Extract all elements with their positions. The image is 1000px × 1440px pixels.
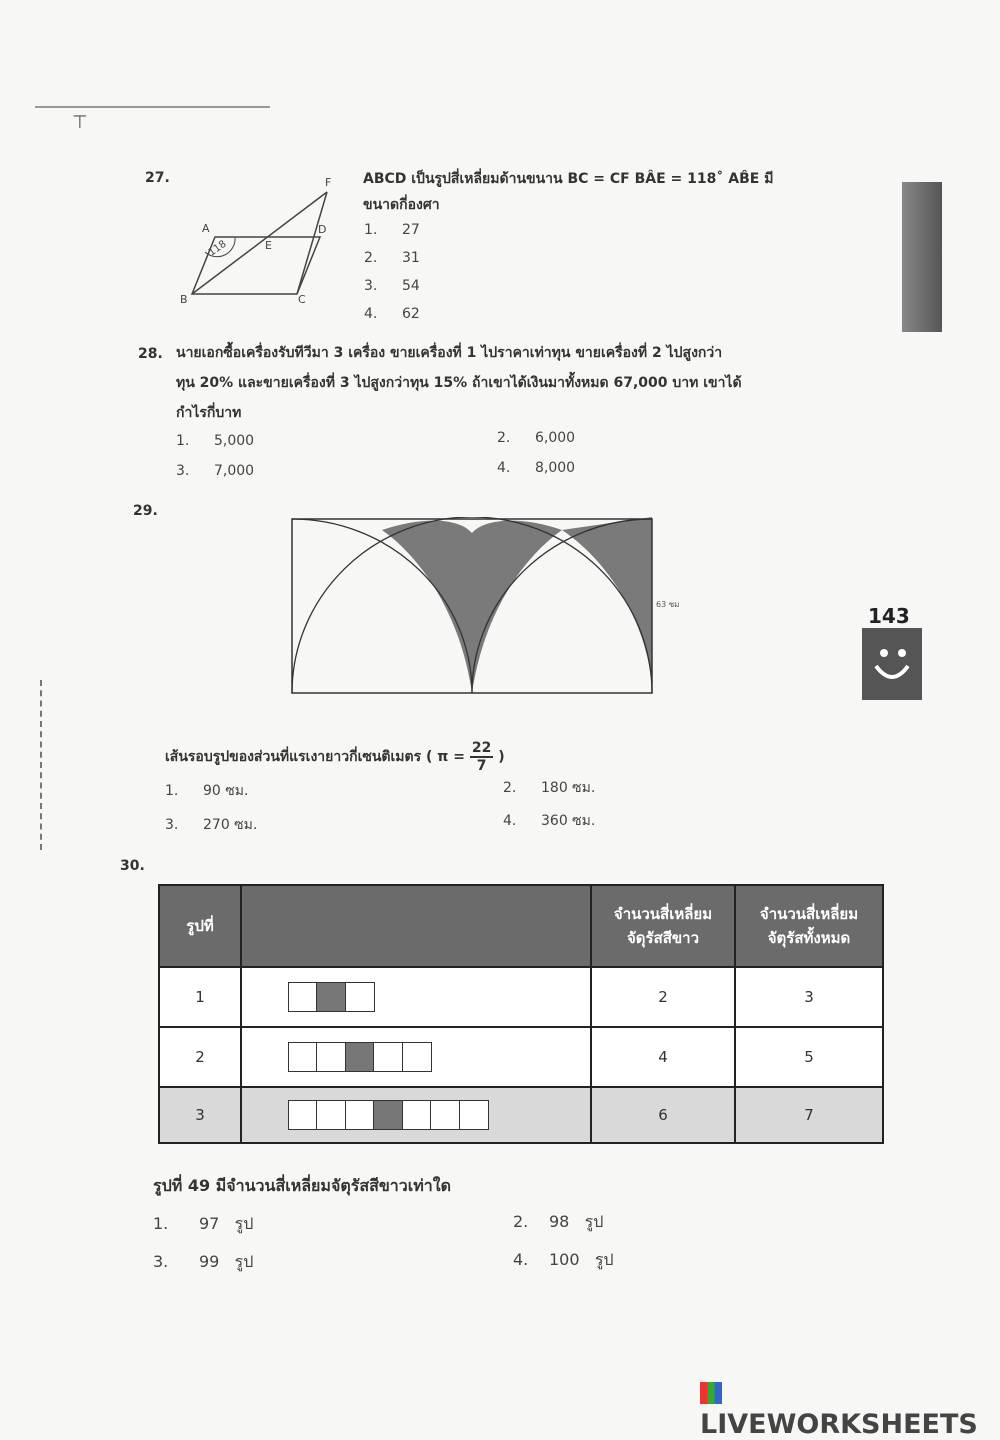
q29-option-2[interactable] xyxy=(503,777,595,799)
option-number: 2. xyxy=(497,430,511,446)
option-value: 31 xyxy=(402,250,420,266)
q30-number: 30. xyxy=(120,858,145,874)
q28-question-line1: นายเอกซื้อเครื่องรับทีวีมา 3 เครื่อง ขายเครื่องที่ 1 ไปราคาเท่าทุน ขายเครื่องที่ 2 ไปสูงกว่า xyxy=(176,345,723,361)
option-value: 54 xyxy=(402,278,420,294)
q27-angle-label: 118 xyxy=(206,238,229,259)
option-number: 4. xyxy=(513,1250,529,1269)
table-row xyxy=(159,967,883,1027)
q30-option-1[interactable] xyxy=(153,1212,253,1237)
option-value: 360 ซม. xyxy=(541,813,596,829)
q27-option-2[interactable] xyxy=(364,250,420,266)
option-value: 99 xyxy=(199,1252,220,1271)
q30-pattern-table xyxy=(158,884,884,1144)
brand-logo-icon xyxy=(700,1382,722,1404)
q27-parallelogram-figure xyxy=(175,172,345,312)
option-number: 3. xyxy=(165,817,179,833)
row-white-count: 4 xyxy=(591,1027,735,1087)
q27-option-1[interactable] xyxy=(364,222,420,238)
q27-label-D: D xyxy=(318,223,327,236)
header-white-line1: จำนวนสี่เหลี่ยม xyxy=(613,905,713,923)
q27-number: 27. xyxy=(145,170,170,186)
q28-number: 28. xyxy=(138,346,163,362)
page-edge-shadow xyxy=(902,182,942,332)
header-mark: ⊤ xyxy=(72,112,88,133)
q27-question-line1: ABCD เป็นรูปสี่เหลี่ยมด้านขนาน BC = CF BÂE = 118˚ AB̂E มี xyxy=(363,171,774,187)
option-value: 27 xyxy=(402,222,420,238)
option-number: 1. xyxy=(364,222,378,238)
option-value: 98 xyxy=(549,1212,570,1231)
q27-label-C: C xyxy=(298,293,306,306)
page-number: 143 xyxy=(868,604,910,628)
header-total-line1: จำนวนสี่เหลี่ยม xyxy=(759,905,859,923)
smiley-tab xyxy=(862,628,922,700)
q28-option-3[interactable] xyxy=(176,463,254,479)
option-number: 4. xyxy=(503,813,517,829)
row-figure-number: 1 xyxy=(159,967,241,1027)
option-unit: รูป xyxy=(234,1252,254,1271)
option-unit: รูป xyxy=(234,1214,254,1233)
q29-option-4[interactable] xyxy=(503,810,595,832)
row-total-count: 5 xyxy=(735,1027,883,1087)
header-figure: รูปที่ xyxy=(159,885,241,967)
row-figure-number: 3 xyxy=(159,1087,241,1143)
option-value: 5,000 xyxy=(214,433,255,449)
option-value: 270 ซม. xyxy=(203,817,258,833)
option-value: 100 xyxy=(549,1250,580,1269)
q29-number: 29. xyxy=(133,503,158,519)
option-number: 4. xyxy=(364,306,378,322)
option-value: 97 xyxy=(199,1214,220,1233)
q30-option-2[interactable] xyxy=(513,1210,603,1235)
q29-question-end: ) xyxy=(498,749,505,765)
table-row xyxy=(159,1027,883,1087)
option-number: 2. xyxy=(364,250,378,266)
row-pattern xyxy=(241,1027,591,1087)
table-header-row xyxy=(159,885,883,967)
q28-question-line3: กำไรกี่บาท xyxy=(176,405,242,421)
q27-label-B: B xyxy=(180,293,188,306)
option-value: 90 ซม. xyxy=(203,783,249,799)
brand-logo xyxy=(700,1378,1000,1440)
q27-label-F: F xyxy=(325,176,332,189)
q28-question-line2: ทุน 20% และขายเครื่องที่ 3 ไปสูงกว่าทุน 15% ถ้าเขาได้เงินมาทั้งหมด 67,000 บาท เขาได้ xyxy=(176,375,742,391)
q28-option-4[interactable] xyxy=(497,460,575,476)
margin-dashes xyxy=(40,680,44,850)
q29-semicircle-figure xyxy=(290,517,690,697)
option-number: 1. xyxy=(165,783,179,799)
option-number: 3. xyxy=(153,1252,169,1271)
option-value: 180 ซม. xyxy=(541,780,596,796)
pi-numerator: 22 xyxy=(471,740,492,756)
option-value: 7,000 xyxy=(214,463,255,479)
q30-option-3[interactable] xyxy=(153,1250,253,1275)
q27-option-3[interactable] xyxy=(364,278,420,294)
q27-option-4[interactable] xyxy=(364,306,420,322)
q29-option-3[interactable] xyxy=(165,814,257,836)
q29-question xyxy=(165,740,505,774)
row-pattern xyxy=(241,1087,591,1143)
q27-label-A: A xyxy=(202,222,210,235)
option-number: 4. xyxy=(497,460,511,476)
option-number: 3. xyxy=(364,278,378,294)
q27-question-line2: ขนาดกี่องศา xyxy=(363,197,440,213)
q29-option-1[interactable] xyxy=(165,780,248,802)
row-pattern xyxy=(241,967,591,1027)
option-value: 8,000 xyxy=(535,460,576,476)
option-number: 2. xyxy=(503,780,517,796)
option-number: 3. xyxy=(176,463,190,479)
option-unit: รูป xyxy=(584,1212,604,1231)
q28-option-2[interactable] xyxy=(497,430,575,446)
option-value: 6,000 xyxy=(535,430,576,446)
option-number: 1. xyxy=(176,433,190,449)
header-white-count xyxy=(591,885,735,967)
table-row xyxy=(159,1087,883,1143)
pi-denominator: 7 xyxy=(476,758,487,774)
pi-fraction xyxy=(470,740,493,774)
row-white-count: 2 xyxy=(591,967,735,1027)
header-total-line2: จัตุรัสทั้งหมด xyxy=(767,929,851,947)
q30-option-4[interactable] xyxy=(513,1248,614,1273)
q28-option-1[interactable] xyxy=(176,433,254,449)
row-figure-number: 2 xyxy=(159,1027,241,1087)
smiley-icon xyxy=(862,628,922,700)
row-total-count: 3 xyxy=(735,967,883,1027)
option-unit: รูป xyxy=(594,1250,614,1269)
header-rule xyxy=(35,106,270,108)
q29-question-text: เส้นรอบรูปของส่วนที่แรเงายาวกี่เซนติเมตร ( π = xyxy=(165,749,465,765)
header-white-line2: จัดุรัสสีขาว xyxy=(627,929,699,947)
q30-question: รูปที่ 49 มีจำนวนสี่เหลี่ยมจัตุรัสสีขาวเท่าใด xyxy=(153,1176,451,1195)
header-total-count xyxy=(735,885,883,967)
option-number: 1. xyxy=(153,1214,169,1233)
brand-name: LIVEWORKSHEETS xyxy=(700,1409,978,1440)
q29-dimension-label: 63 ซม xyxy=(656,600,680,609)
q27-label-E: E xyxy=(265,239,272,252)
option-number: 2. xyxy=(513,1212,529,1231)
row-total-count: 7 xyxy=(735,1087,883,1143)
option-value: 62 xyxy=(402,306,420,322)
row-white-count: 6 xyxy=(591,1087,735,1143)
header-pattern xyxy=(241,885,591,967)
